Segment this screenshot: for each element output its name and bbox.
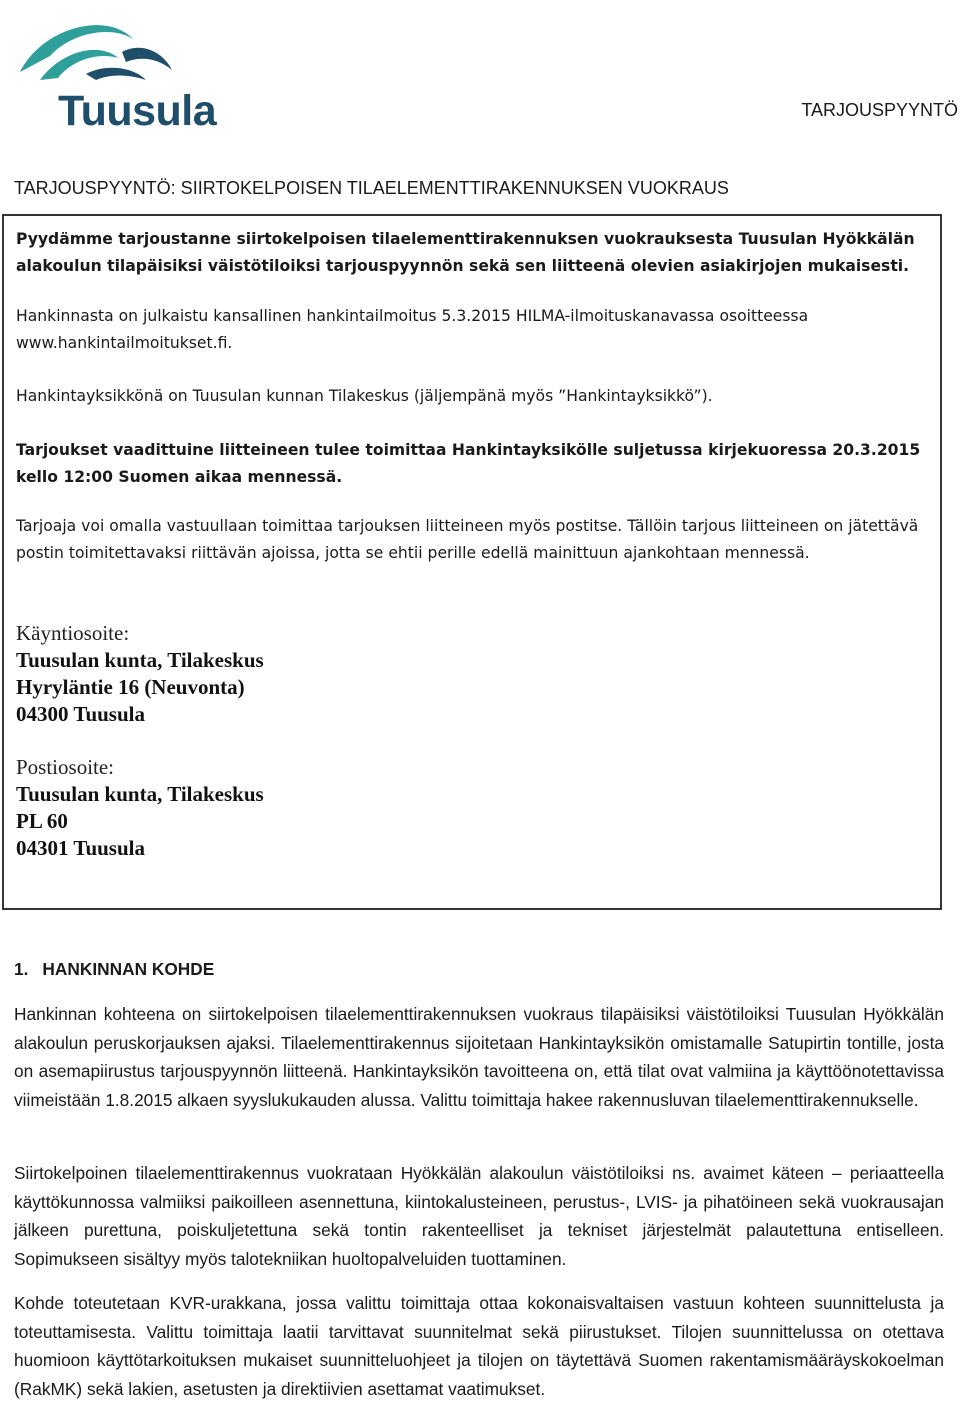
visit-address — [16, 620, 264, 728]
postal-address — [16, 754, 264, 862]
intro-paragraph-contracting-entity: Hankintayksikkönä on Tuusulan kunnan Tilakeskus (jäljempänä myös ”Hankintayksikkö”). — [16, 387, 713, 405]
intro-paragraph-notice: Hankinnasta on julkaistu kansallinen hankintailmoitus 5.3.2015 HILMA-ilmoituskanavassa osoitteessa www.hankintailmoitukset.fi. — [16, 307, 809, 352]
section-number: 1. — [14, 959, 29, 979]
visit-address-line: Tuusulan kunta, Tilakeskus — [16, 648, 264, 672]
intro-paragraph-deadline: Tarjoukset vaadittuine liitteineen tulee toimittaa Hankintayksikölle suljetussa kirjekuoressa 20.3.2015 kello 12:00 Suomen aikaa mennessä. — [16, 441, 921, 486]
postal-address-line: 04301 Tuusula — [16, 836, 145, 860]
section-title-text: HANKINNAN KOHDE — [42, 959, 215, 979]
postal-address-label: Postiosoite: — [16, 755, 115, 779]
intro-box — [2, 214, 942, 910]
bird-emblem-icon — [12, 10, 212, 90]
section-1-paragraph-design-build: Kohde toteutetaan KVR-urakkana, jossa valittu toimittaja ottaa kokonaisvaltaisen vastuun kohteen suunnittelusta ja toteuttamisesta. Valittu toimittaja laatii tarvittavat suunnitelmat sekä piirustukset. Tilojen suunnittelussa on otettava huomioon käyttötarkoituksen mukaiset suunnitteluohjeet ja tilojen on täytettävä Suomen rakentamismääräyskokoelman (RakMK) sekä lakien, asetusten ja direktiivien asettamat vaatimukset. — [14, 1293, 944, 1399]
document-heading: TARJOUSPYYNTÖ: SIIRTOKELPOISEN TILAELEMENTTIRAKENNUKSEN VUOKRAUS — [14, 178, 729, 198]
intro-paragraph-invitation: Pyydämme tarjoustanne siirtokelpoisen tilaelementtirakennuksen vuokrauksesta Tuusulan Hyökkälän alakoulun tilapäisiksi väistötiloiksi tarjouspyynnön sekä sen liitteenä olevien asiakirjojen mukaisesti. — [16, 230, 915, 275]
visit-address-line: 04300 Tuusula — [16, 702, 145, 726]
logo-wordmark: Tuusula — [58, 87, 217, 135]
postal-address-line: PL 60 — [16, 809, 68, 833]
tuusula-logo — [12, 10, 217, 135]
visit-address-label: Käyntiosoite: — [16, 621, 130, 645]
section-1-paragraph-turnkey: Siirtokelpoinen tilaelementtirakennus vuokrataan Hyökkälän alakoulun väistötiloiksi ns. avaimet käteen – periaatteella käyttökunnossa valmiiksi paikoilleen asennettuna, kiintokalusteineen, perustus-, LVIS- ja pihatöineen sekä vuokrausajan jälkeen purettuna, poiskuljetettuna sekä tontin rakenteelliset ja tekniset järjestelmät palautettuna entiselleen. Sopimukseen sisältyy myös talotekniikan huoltopalveluiden tuottaminen. — [14, 1163, 944, 1269]
postal-address-line: Tuusulan kunta, Tilakeskus — [16, 782, 264, 806]
section-1-paragraph-scope: Hankinnan kohteena on siirtokelpoisen tilaelementtirakennuksen vuokraus tilapäisiksi väistötiloiksi Tuusulan Hyökkälän alakoulun peruskorjauksen ajaksi. Tilaelementtirakennus sijoitetaan Hankintayksikön omistamalle Satupirtin tontille, josta on asemapiirustus tarjouspyynnön liitteenä. Hankintayksikön tavoitteena on, että tilat ovat valmiina ja käyttöönotettavissa viimeistään 1.8.2015 alkaen syyslukukauden alussa. Valittu toimittaja hakee rakennusluvan tilaelementtirakennukselle. — [14, 1004, 944, 1110]
section-1-title — [14, 959, 214, 980]
document-type-label: TARJOUSPYYNTÖ — [801, 100, 958, 120]
visit-address-line: Hyryläntie 16 (Neuvonta) — [16, 675, 245, 699]
intro-paragraph-mail-delivery: Tarjoaja voi omalla vastuullaan toimittaa tarjouksen liitteineen myös postitse. Tällöin tarjous liitteineen on jätettävä postin toimitettavaksi riittävän ajoissa, jotta se ehtii perille edellä mainittuun ajankohtaan mennessä. — [16, 517, 919, 562]
